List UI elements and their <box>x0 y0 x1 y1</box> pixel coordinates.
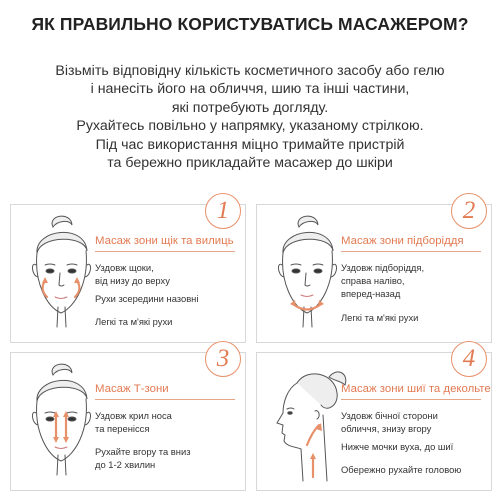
card-item: Рухайте вгору та вниз <box>95 446 191 457</box>
card-item: вперед-назад <box>341 288 401 299</box>
card-item: Уздовж щоки, <box>95 262 154 273</box>
intro-line: Візьміть відповідну кількість косметичного засобу або гелю <box>55 63 445 79</box>
intro-line: Під час використання міцно тримайте пристрій <box>95 136 405 153</box>
page-title: ЯК ПРАВИЛЬНО КОРИСТУВАТИСЬ МАСАЖЕРОМ? <box>31 14 469 34</box>
card-item: Уздовж бічної сторони <box>341 410 438 421</box>
card-title: Масаж зони підборіддя <box>341 235 464 247</box>
intro-line: та бережно прикладайте масажер до шкіри <box>107 155 393 172</box>
card-item: до 1-2 хвилин <box>95 459 156 470</box>
card-cheeks <box>10 197 246 343</box>
card-title-underline <box>341 399 481 400</box>
card-item: та перенісся <box>95 423 150 434</box>
card-item: Нижче мочки вуха, до шиї <box>341 441 454 452</box>
card-item: від низу до верху <box>95 275 170 286</box>
card-item: Легкі та м'які рухи <box>95 316 173 327</box>
card-item: Рухи зсередини назовні <box>95 293 199 304</box>
step-number-badge: 4 <box>451 341 487 377</box>
card-item: Обережно рухайте головою <box>341 464 462 475</box>
intro-line: Рухайтесь повільно у напрямку, указаному стрілкою. <box>76 118 424 135</box>
step-number-badge: 3 <box>205 341 241 377</box>
intro-line: і нанесіть його на обличчя, шию та інші частини, <box>90 81 410 98</box>
card-chin <box>256 197 492 343</box>
card-title: Масаж Т-зони <box>95 383 169 395</box>
card-item: справа наліво, <box>341 275 405 286</box>
step-number-badge: 1 <box>205 193 241 229</box>
card-item: Легкі та м'які рухи <box>341 312 419 323</box>
card-item: Уздовж крил носа <box>95 410 172 421</box>
step-number-badge: 2 <box>451 193 487 229</box>
card-title: Масаж зони шиї та декольте <box>341 383 491 395</box>
card-title-underline <box>95 399 235 400</box>
intro-text <box>20 62 480 172</box>
card-item: Уздовж підборіддя, <box>341 262 425 273</box>
card-item: обличчя, знизу вгору <box>341 423 432 434</box>
card-neck-decollete <box>256 345 492 491</box>
card-title: Масаж зони щік та вилиць <box>95 235 234 247</box>
intro-line: які потребують догляду. <box>171 99 329 116</box>
card-t-zone <box>10 345 246 491</box>
card-title-underline <box>341 251 481 252</box>
card-title-underline <box>95 251 235 252</box>
